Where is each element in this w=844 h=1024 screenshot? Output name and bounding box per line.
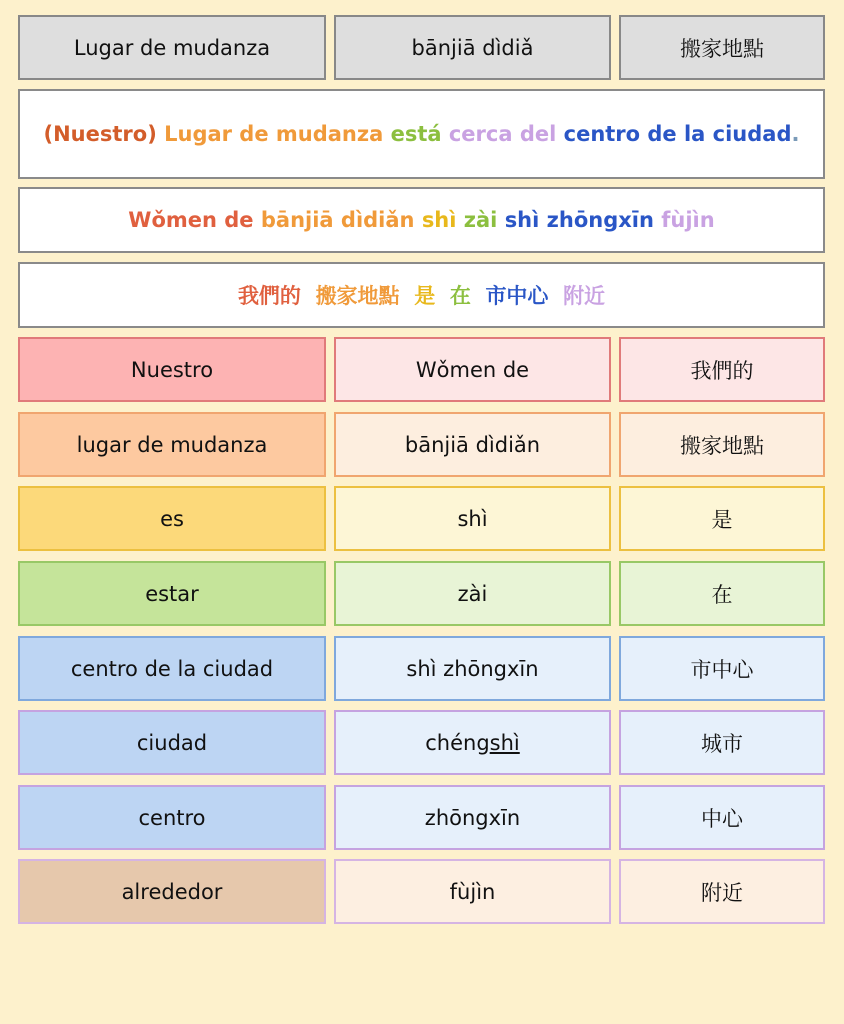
sentence-word — [548, 283, 563, 307]
sentence-word: Wǒmen de — [128, 208, 254, 232]
vocab-pinyin — [334, 710, 611, 775]
pinyin-part-underlined: shì — [489, 730, 520, 755]
vocab-pinyin: shì — [334, 486, 611, 551]
sentence-word: cerca del — [448, 122, 557, 146]
pinyin-part: chéng — [425, 730, 490, 755]
vocab-hanzi: 在 — [619, 561, 825, 626]
vocab-spanish: centro de la ciudad — [18, 636, 326, 701]
vocab-pinyin: fùjìn — [334, 859, 611, 924]
vocab-hanzi: 搬家地點 — [619, 412, 825, 477]
sentence-word — [497, 208, 504, 232]
vocab-pinyin: zhōngxīn — [334, 785, 611, 850]
vocab-pinyin: zài — [334, 561, 611, 626]
vocab-hanzi: 城市 — [619, 710, 825, 775]
sentence-word — [383, 122, 390, 146]
sentence-word — [301, 283, 316, 307]
sentence-word: 附近 — [563, 284, 606, 308]
sentence-word: está — [390, 122, 442, 146]
sentence-word: 市中心 — [485, 284, 549, 308]
sentence-word — [157, 122, 164, 146]
vocab-hanzi: 我們的 — [619, 337, 825, 402]
sentence-word: (Nuestro) — [43, 122, 157, 146]
sentence-word — [400, 283, 415, 307]
sentence-word: fùjìn — [661, 208, 715, 232]
sentence-word: zài — [463, 208, 498, 232]
sentence-spanish — [18, 89, 825, 179]
header-pinyin: bānjiā dìdiǎ — [334, 15, 611, 80]
header-hanzi: 搬家地點 — [619, 15, 825, 80]
sentence-word: bānjiā dìdiǎn — [260, 208, 415, 232]
vocab-spanish: Nuestro — [18, 337, 326, 402]
vocab-pinyin: Wǒmen de — [334, 337, 611, 402]
vocab-spanish: estar — [18, 561, 326, 626]
vocab-hanzi: 市中心 — [619, 636, 825, 701]
vocab-pinyin: bānjiā dìdiǎn — [334, 412, 611, 477]
sentence-word: shì zhōngxīn — [504, 208, 654, 232]
vocab-hanzi: 附近 — [619, 859, 825, 924]
sentence-word: 搬家地點 — [315, 284, 400, 308]
vocab-spanish: alrededor — [18, 859, 326, 924]
vocab-hanzi: 中心 — [619, 785, 825, 850]
vocab-hanzi: 是 — [619, 486, 825, 551]
sentence-word — [415, 208, 422, 232]
sentence-word: 我們的 — [237, 284, 301, 308]
sentence-word — [442, 122, 449, 146]
sentence-word: 是 — [414, 284, 436, 308]
sentence-word — [456, 208, 463, 232]
sentence-word — [471, 283, 486, 307]
sentence-pinyin — [18, 187, 825, 253]
vocab-spanish: centro — [18, 785, 326, 850]
vocab-spanish: es — [18, 486, 326, 551]
sentence-word — [435, 283, 450, 307]
sentence-word: shì — [421, 208, 457, 232]
sentence-word — [556, 122, 563, 146]
sentence-word — [654, 208, 661, 232]
sentence-word: 在 — [449, 284, 471, 308]
vocab-spanish: lugar de mudanza — [18, 412, 326, 477]
header-spanish: Lugar de mudanza — [18, 15, 326, 80]
sentence-word: . — [791, 122, 800, 146]
sentence-word — [254, 208, 261, 232]
sentence-hanzi — [18, 262, 825, 328]
vocab-spanish: ciudad — [18, 710, 326, 775]
sentence-word: Lugar de mudanza — [164, 122, 384, 146]
vocab-pinyin: shì zhōngxīn — [334, 636, 611, 701]
sentence-word: centro de la ciudad — [563, 122, 792, 146]
